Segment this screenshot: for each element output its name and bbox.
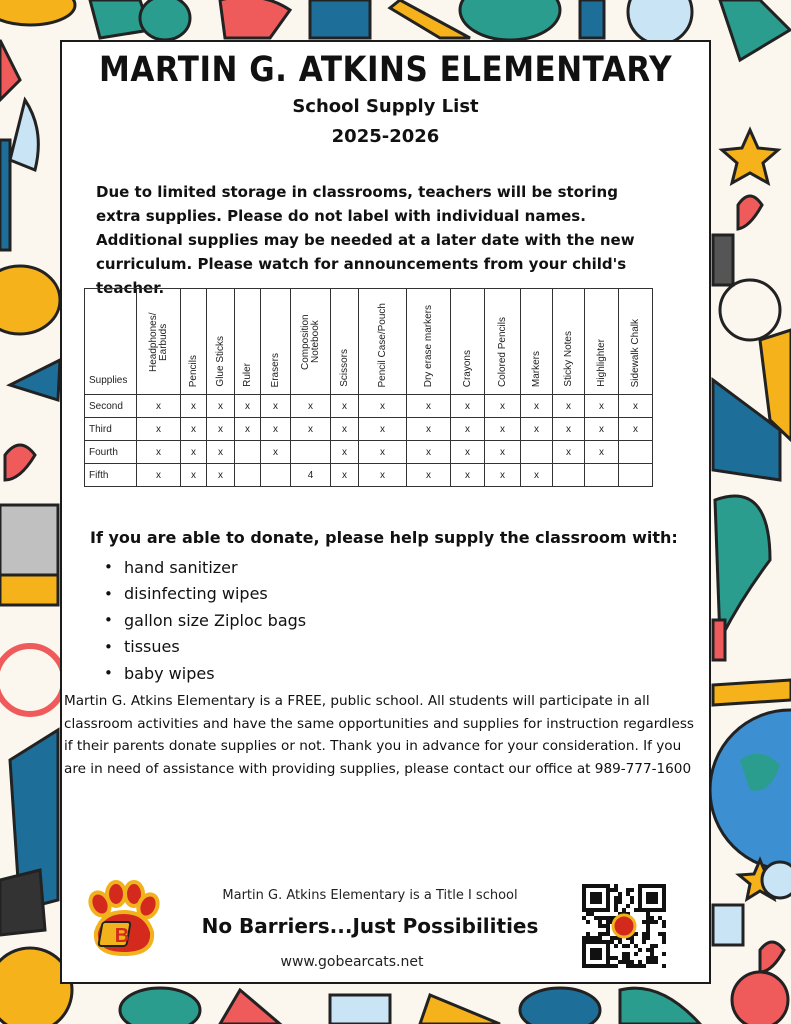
column-header-label: Erasers bbox=[269, 352, 281, 387]
table-cell: x bbox=[331, 441, 359, 464]
column-header-label: Composition Notebook bbox=[299, 314, 321, 370]
list-title: School Supply List bbox=[292, 96, 479, 117]
table-cell: x bbox=[451, 418, 485, 441]
table-cell: x bbox=[521, 464, 553, 487]
table-cell: x bbox=[331, 464, 359, 487]
table-cell: x bbox=[407, 441, 451, 464]
bullet-icon: • bbox=[104, 637, 113, 656]
column-header-label: Sidewalk Chalk bbox=[629, 318, 641, 387]
table-cell bbox=[291, 441, 331, 464]
bullet-icon: • bbox=[104, 664, 113, 683]
supply-list-sheet bbox=[60, 40, 711, 984]
table-cell bbox=[585, 464, 619, 487]
table-cell: x bbox=[331, 395, 359, 418]
column-header-label: Ruler bbox=[241, 363, 253, 387]
grade-label: Fourth bbox=[85, 441, 137, 464]
column-header bbox=[585, 289, 619, 395]
table-cell: x bbox=[485, 441, 521, 464]
table-cell: x bbox=[181, 464, 207, 487]
table-cell: x bbox=[451, 441, 485, 464]
table-cell: x bbox=[619, 418, 653, 441]
column-header-label: Markers bbox=[530, 350, 542, 387]
column-header bbox=[181, 289, 207, 395]
table-row bbox=[85, 464, 653, 487]
column-header bbox=[553, 289, 585, 395]
column-header-label: Dry erase markers bbox=[422, 304, 434, 387]
table-cell: 4 bbox=[291, 464, 331, 487]
table-cell: x bbox=[585, 395, 619, 418]
column-header bbox=[137, 289, 181, 395]
bullet-icon: • bbox=[104, 584, 113, 603]
table-cell: x bbox=[407, 464, 451, 487]
table-cell: x bbox=[291, 418, 331, 441]
grade-label: Second bbox=[85, 395, 137, 418]
table-cell: x bbox=[359, 395, 407, 418]
list-item-label: hand sanitizer bbox=[124, 557, 238, 577]
column-header bbox=[359, 289, 407, 395]
table-cell: x bbox=[359, 418, 407, 441]
supply-table bbox=[84, 288, 653, 487]
table-cell: x bbox=[331, 418, 359, 441]
list-item bbox=[104, 607, 306, 634]
column-header bbox=[235, 289, 261, 395]
table-cell: x bbox=[137, 418, 181, 441]
table-row bbox=[85, 441, 653, 464]
column-header bbox=[207, 289, 235, 395]
list-item bbox=[104, 554, 306, 581]
column-header-label: Pencils bbox=[187, 354, 199, 387]
qr-logo-badge bbox=[613, 915, 635, 937]
table-cell: x bbox=[359, 441, 407, 464]
list-item-label: baby wipes bbox=[124, 663, 215, 683]
table-cell: x bbox=[485, 464, 521, 487]
table-cell: x bbox=[585, 441, 619, 464]
table-cell: x bbox=[207, 441, 235, 464]
table-cell: x bbox=[207, 418, 235, 441]
column-header-label: Sticky Notes bbox=[562, 331, 574, 387]
grade-label: Third bbox=[85, 418, 137, 441]
table-cell: x bbox=[485, 418, 521, 441]
logo-letter: B bbox=[114, 925, 130, 947]
table-cell: x bbox=[181, 395, 207, 418]
table-cell: x bbox=[261, 395, 291, 418]
column-header-label: Glue Sticks bbox=[214, 336, 226, 387]
table-cell: x bbox=[451, 395, 485, 418]
list-item bbox=[104, 581, 306, 608]
website-link[interactable]: www.gobearcats.net bbox=[280, 954, 424, 970]
school-name: MARTIN G. ATKINS ELEMENTARY bbox=[98, 49, 673, 91]
table-header-row bbox=[85, 289, 653, 395]
column-header-label: Headphones/ Earbuds bbox=[147, 312, 169, 372]
donate-heading: If you are able to donate, please help supply the classroom with: bbox=[90, 528, 678, 547]
table-cell: x bbox=[619, 395, 653, 418]
column-header bbox=[451, 289, 485, 395]
table-cell: x bbox=[137, 464, 181, 487]
table-cell: x bbox=[137, 441, 181, 464]
list-item bbox=[104, 634, 306, 661]
table-row bbox=[85, 395, 653, 418]
column-header-label: Colored Pencils bbox=[496, 316, 508, 387]
table-body bbox=[85, 395, 653, 487]
column-header-label: Pencil Case/Pouch bbox=[376, 302, 388, 387]
column-header bbox=[521, 289, 553, 395]
column-header bbox=[291, 289, 331, 395]
table-cell: x bbox=[521, 395, 553, 418]
column-header bbox=[485, 289, 521, 395]
table-cell: x bbox=[137, 395, 181, 418]
table-cell bbox=[619, 464, 653, 487]
title-one-statement: Martin G. Atkins Elementary is a Title I school bbox=[222, 888, 518, 903]
table-cell bbox=[235, 441, 261, 464]
list-item-label: gallon size Ziploc bags bbox=[124, 610, 307, 630]
list-item bbox=[104, 660, 306, 687]
column-header bbox=[407, 289, 451, 395]
table-cell bbox=[553, 464, 585, 487]
table-cell: x bbox=[521, 418, 553, 441]
column-header-label: Scissors bbox=[338, 349, 350, 387]
table-cell: x bbox=[261, 418, 291, 441]
qr-code[interactable] bbox=[582, 884, 666, 968]
column-header-label: Crayons bbox=[461, 349, 473, 387]
grade-label: Fifth bbox=[85, 464, 137, 487]
table-cell: x bbox=[553, 395, 585, 418]
table-cell: x bbox=[585, 418, 619, 441]
table-cell: x bbox=[261, 441, 291, 464]
column-header bbox=[619, 289, 653, 395]
table-cell: x bbox=[235, 395, 261, 418]
table-cell: x bbox=[181, 418, 207, 441]
table-cell: x bbox=[451, 464, 485, 487]
bullet-icon: • bbox=[104, 558, 113, 577]
table-corner-label: Supplies bbox=[85, 289, 137, 395]
column-header bbox=[331, 289, 359, 395]
table-cell: x bbox=[553, 418, 585, 441]
table-cell: x bbox=[235, 418, 261, 441]
table-cell: x bbox=[407, 395, 451, 418]
school-motto: No Barriers...Just Possibilities bbox=[201, 914, 539, 938]
table-cell: x bbox=[207, 395, 235, 418]
table-cell bbox=[521, 441, 553, 464]
table-cell: x bbox=[407, 418, 451, 441]
school-year: 2025-2026 bbox=[331, 126, 440, 147]
table-cell bbox=[235, 464, 261, 487]
table-row bbox=[85, 418, 653, 441]
table-cell bbox=[261, 464, 291, 487]
column-header-label: Highlighter bbox=[595, 339, 607, 387]
table-cell: x bbox=[485, 395, 521, 418]
list-item-label: disinfecting wipes bbox=[124, 584, 268, 604]
bullet-icon: • bbox=[104, 611, 113, 630]
table-cell: x bbox=[553, 441, 585, 464]
donate-list bbox=[104, 554, 306, 687]
policy-statement: Martin G. Atkins Elementary is a FREE, public school. All students will participate in all classroom activities and have the same opportunities and supplies for instruction regardless if their parents donate supplies or not. Thank you in advance for your consideration. If you are in need of assistance with providing supplies, please contact our office at 989-777-1600 bbox=[64, 693, 694, 777]
table-cell bbox=[619, 441, 653, 464]
list-item-label: tissues bbox=[124, 637, 180, 657]
storage-notice: Due to limited storage in classrooms, teachers will be storing extra supplies. Please do not label with individual names. Additional supplies may be needed at a later date with the new curriculum. Please watch for announcements from your child's teacher. bbox=[96, 183, 635, 297]
column-header bbox=[261, 289, 291, 395]
table-cell: x bbox=[359, 464, 407, 487]
table-cell: x bbox=[207, 464, 235, 487]
table-cell: x bbox=[291, 395, 331, 418]
table-cell: x bbox=[181, 441, 207, 464]
